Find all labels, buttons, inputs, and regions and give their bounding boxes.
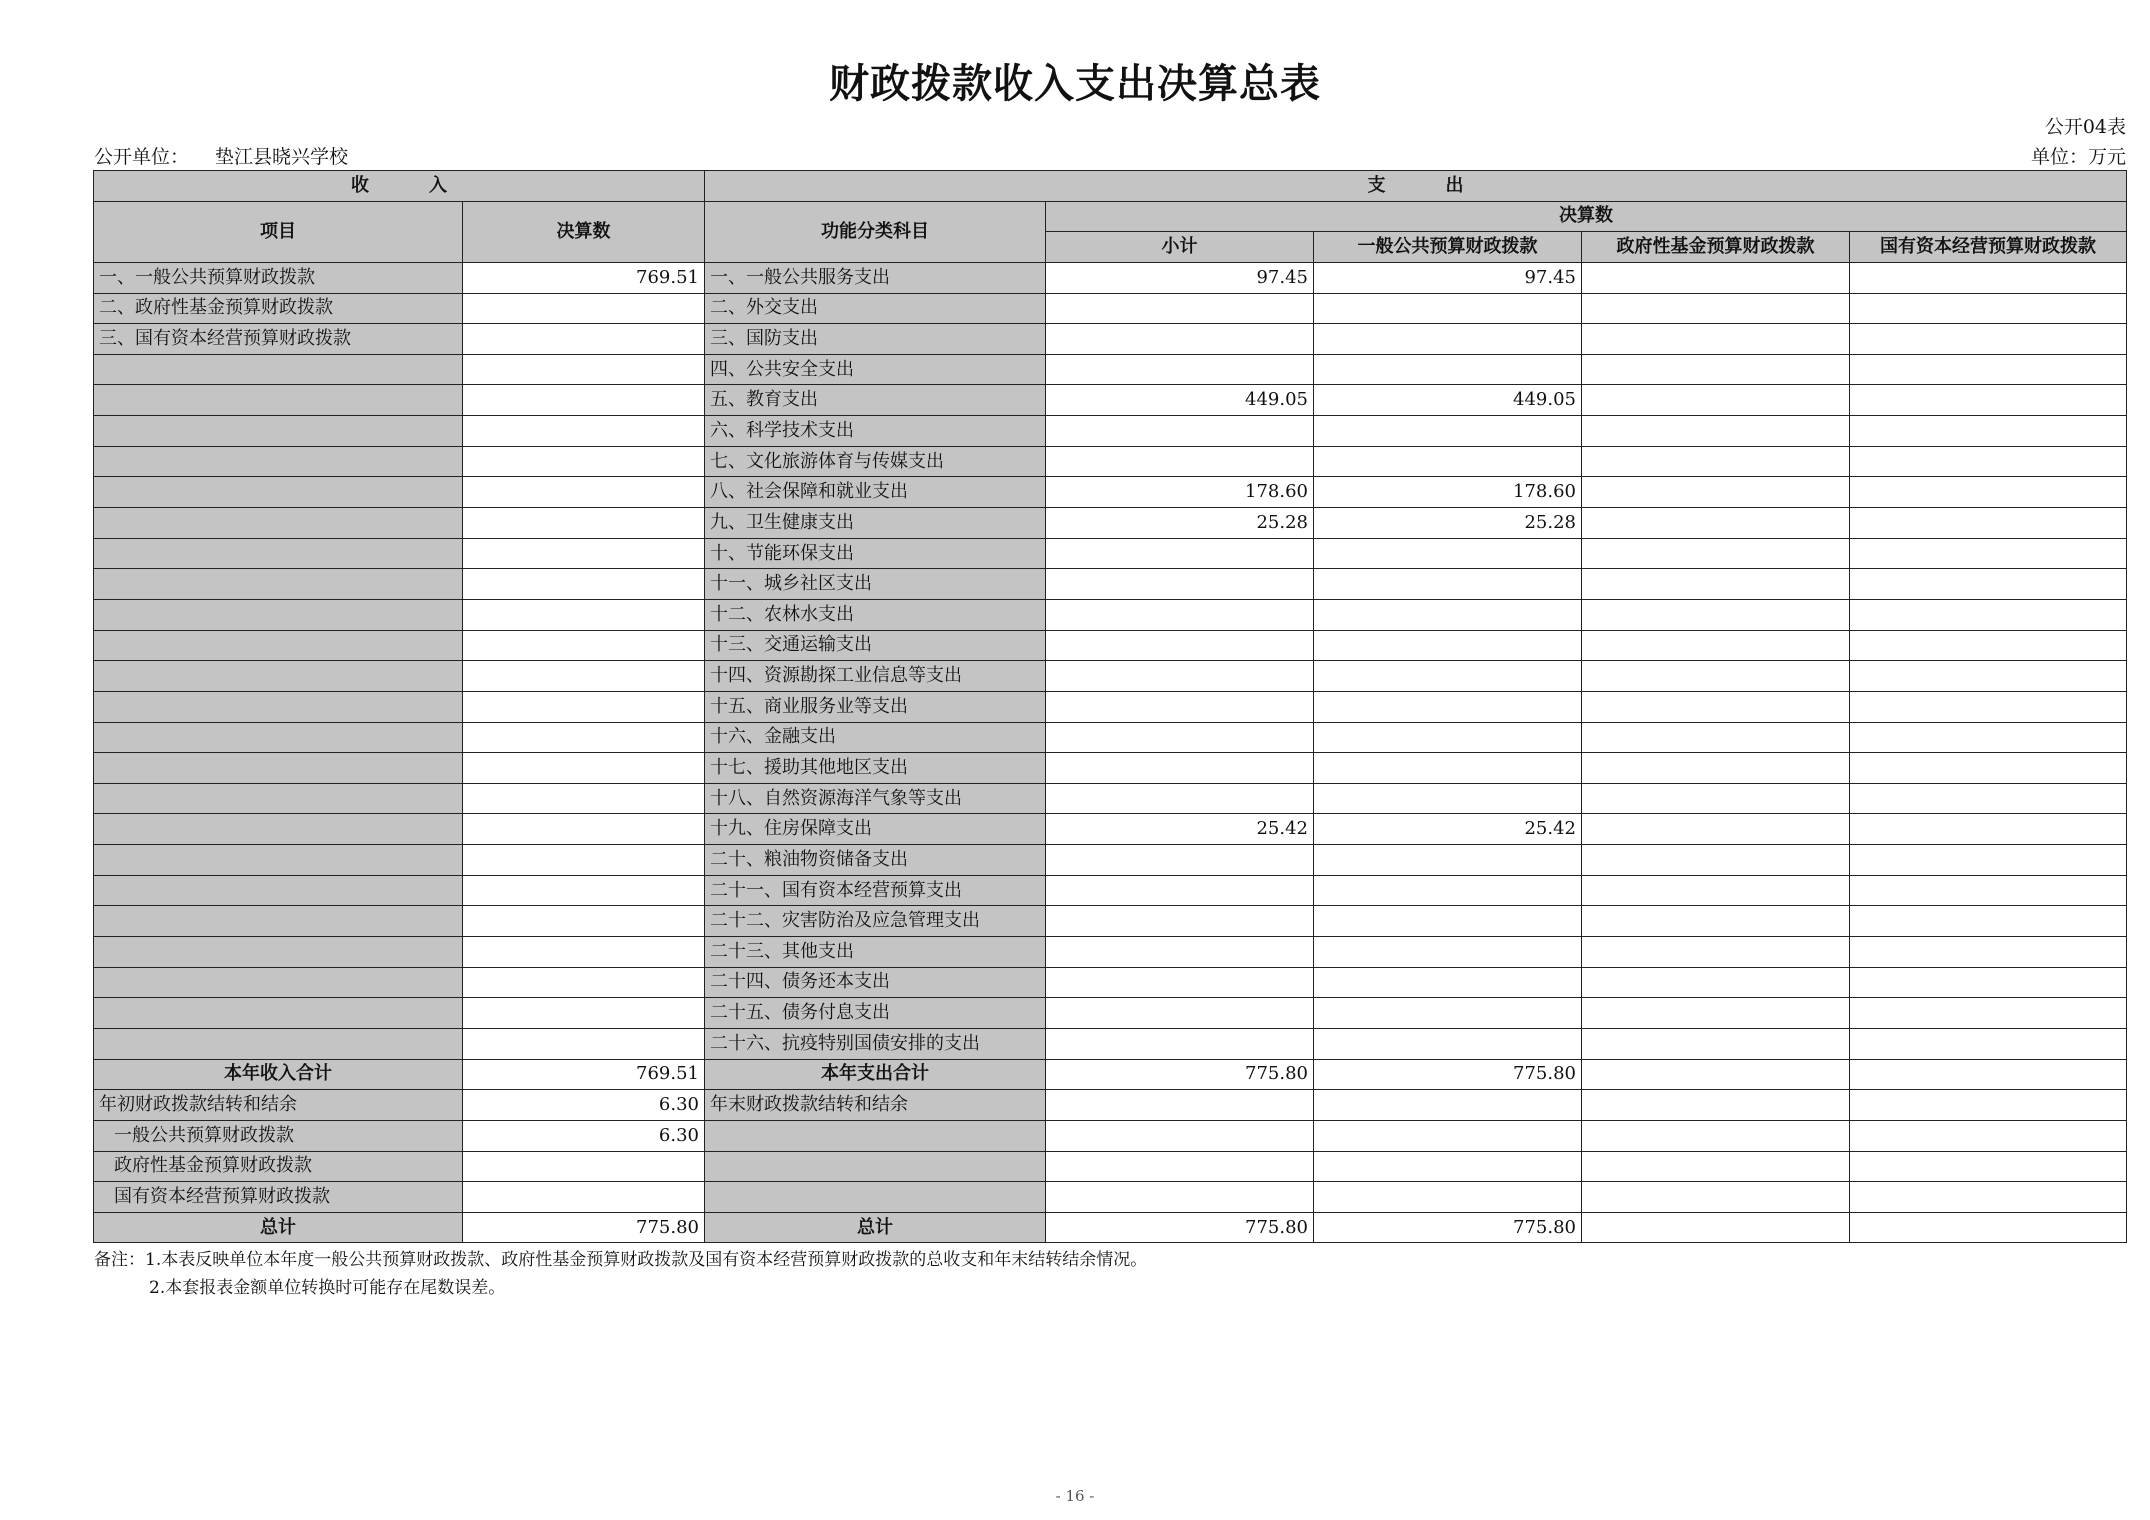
expense-general-budget (1314, 967, 1582, 998)
expense-general-budget (1314, 416, 1582, 447)
expense-subject: 十五、商业服务业等支出 (705, 691, 1046, 722)
income-amount (463, 293, 705, 324)
expense-gov-fund (1582, 416, 1850, 447)
expense-subtotal (1046, 599, 1314, 630)
expense-state-capital (1850, 753, 2127, 784)
expense-subtotal (1046, 1028, 1314, 1059)
expense-state-capital (1850, 508, 2127, 539)
table-row (94, 783, 2127, 814)
expense-subject: 九、卫生健康支出 (705, 508, 1046, 539)
income-amount (463, 937, 705, 968)
table-row (94, 875, 2127, 906)
expense-general-budget (1314, 1182, 1582, 1213)
expense-general-budget (1314, 538, 1582, 569)
expense-subtotal (1046, 446, 1314, 477)
func-subject-header: 功能分类科目 (705, 201, 1046, 262)
page-title: 财政拨款收入支出决算总表 (829, 61, 1321, 107)
table-row (94, 937, 2127, 968)
income-item (94, 599, 463, 630)
income-amount (463, 1182, 705, 1213)
income-amount (463, 967, 705, 998)
expense-subject: 十二、农林水支出 (705, 599, 1046, 630)
table-row (94, 906, 2127, 937)
expense-gov-fund (1582, 661, 1850, 692)
expense-subtotal (1046, 1120, 1314, 1151)
expense-state-capital (1850, 538, 2127, 569)
table-row (94, 967, 2127, 998)
table-row (94, 538, 2127, 569)
income-amount (463, 477, 705, 508)
income-amount: 6.30 (463, 1120, 705, 1151)
expense-gov-fund (1582, 783, 1850, 814)
income-item: 一、一般公共预算财政拨款 (94, 262, 463, 293)
expense-subtotal (1046, 753, 1314, 784)
expense-state-capital (1850, 1182, 2127, 1213)
income-item (94, 630, 463, 661)
subtotal-header: 小计 (1046, 232, 1314, 263)
income-amount (463, 1151, 705, 1182)
expense-gov-fund (1582, 845, 1850, 876)
expense-state-capital (1850, 661, 2127, 692)
table-row (94, 845, 2127, 876)
expense-subject: 二十一、国有资本经营预算支出 (705, 875, 1046, 906)
expense-general-budget (1314, 1151, 1582, 1182)
expense-subtotal (1046, 783, 1314, 814)
expense-general-budget (1314, 1120, 1582, 1151)
expense-state-capital (1850, 477, 2127, 508)
expense-state-capital (1850, 1120, 2127, 1151)
income-amount (463, 324, 705, 355)
expense-state-capital (1850, 599, 2127, 630)
expense-subject: 八、社会保障和就业支出 (705, 477, 1046, 508)
income-section-header: 收 入 (94, 171, 705, 202)
expense-subtotal (1046, 875, 1314, 906)
expense-state-capital (1850, 1028, 2127, 1059)
expense-state-capital (1850, 998, 2127, 1029)
expense-subtotal (1046, 845, 1314, 876)
expense-subject: 二十五、债务付息支出 (705, 998, 1046, 1029)
expense-gov-fund (1582, 599, 1850, 630)
expense-general-budget: 25.28 (1314, 508, 1582, 539)
expense-state-capital (1850, 354, 2127, 385)
expense-general-budget: 775.80 (1314, 1212, 1582, 1243)
expense-general-budget (1314, 937, 1582, 968)
expense-subject: 二十、粮油物资储备支出 (705, 845, 1046, 876)
expense-subtotal: 775.80 (1046, 1059, 1314, 1090)
income-item (94, 508, 463, 539)
expense-gov-fund (1582, 569, 1850, 600)
income-amount (463, 508, 705, 539)
expense-subject: 二十二、灾害防治及应急管理支出 (705, 906, 1046, 937)
expense-subtotal (1046, 538, 1314, 569)
income-amount: 769.51 (463, 1059, 705, 1090)
expense-general-budget (1314, 783, 1582, 814)
carry-row (94, 1182, 2127, 1213)
amount-header: 决算数 (463, 201, 705, 262)
expense-subject: 十九、住房保障支出 (705, 814, 1046, 845)
income-item (94, 385, 463, 416)
expense-subject: 十八、自然资源海洋气象等支出 (705, 783, 1046, 814)
final-amount-header: 决算数 (1046, 201, 2127, 232)
expense-subtotal (1046, 569, 1314, 600)
income-amount (463, 385, 705, 416)
expense-subtotal (1046, 354, 1314, 385)
income-item (94, 538, 463, 569)
expense-state-capital (1850, 293, 2127, 324)
expense-state-capital (1850, 446, 2127, 477)
income-item (94, 814, 463, 845)
carry-row (94, 1090, 2127, 1121)
expense-state-capital (1850, 722, 2127, 753)
table-row (94, 814, 2127, 845)
expense-subject: 二十四、债务还本支出 (705, 967, 1046, 998)
grand-total-row (94, 1212, 2127, 1243)
table-row (94, 508, 2127, 539)
expense-general-budget (1314, 324, 1582, 355)
expense-subject: 十、节能环保支出 (705, 538, 1046, 569)
expense-subtotal: 178.60 (1046, 477, 1314, 508)
income-item: 一般公共预算财政拨款 (94, 1120, 463, 1151)
expense-subject: 年末财政拨款结转和结余 (705, 1090, 1046, 1121)
carry-row (94, 1151, 2127, 1182)
expense-state-capital (1850, 691, 2127, 722)
expense-subject: 本年支出合计 (705, 1059, 1046, 1090)
income-amount (463, 998, 705, 1029)
expense-general-budget: 25.42 (1314, 814, 1582, 845)
income-item (94, 569, 463, 600)
table-row (94, 599, 2127, 630)
expense-subject: 七、文化旅游体育与传媒支出 (705, 446, 1046, 477)
expense-general-budget (1314, 998, 1582, 1029)
expense-gov-fund (1582, 814, 1850, 845)
expense-gov-fund (1582, 1090, 1850, 1121)
expense-general-budget: 97.45 (1314, 262, 1582, 293)
expense-subtotal (1046, 967, 1314, 998)
expense-state-capital (1850, 1151, 2127, 1182)
expense-subtotal (1046, 998, 1314, 1029)
expense-state-capital (1850, 875, 2127, 906)
income-amount (463, 416, 705, 447)
expense-subject (705, 1151, 1046, 1182)
state-capital-header: 国有资本经营预算财政拨款 (1850, 232, 2127, 263)
expense-general-budget (1314, 599, 1582, 630)
table-row (94, 446, 2127, 477)
income-amount: 775.80 (463, 1212, 705, 1243)
expense-general-budget (1314, 1090, 1582, 1121)
expense-gov-fund (1582, 293, 1850, 324)
expense-subject: 二、外交支出 (705, 293, 1046, 324)
expense-general-budget (1314, 875, 1582, 906)
income-amount (463, 753, 705, 784)
table-row (94, 324, 2127, 355)
expense-gov-fund (1582, 1212, 1850, 1243)
income-amount (463, 446, 705, 477)
expense-gov-fund (1582, 1120, 1850, 1151)
income-amount (463, 1028, 705, 1059)
budget-table (93, 170, 2127, 1243)
expense-state-capital (1850, 630, 2127, 661)
expense-subtotal: 25.42 (1046, 814, 1314, 845)
expense-subtotal (1046, 722, 1314, 753)
table-row (94, 998, 2127, 1029)
expense-gov-fund (1582, 477, 1850, 508)
expense-gov-fund (1582, 998, 1850, 1029)
income-amount (463, 538, 705, 569)
page-number: - 16 - (1055, 1487, 1095, 1505)
note-2: 2.本套报表金额单位转换时可能存在尾数误差。 (149, 1278, 506, 1298)
table-row (94, 1028, 2127, 1059)
table-row (94, 262, 2127, 293)
expense-subtotal (1046, 691, 1314, 722)
expense-state-capital (1850, 385, 2127, 416)
carry-row (94, 1120, 2127, 1151)
table-row (94, 477, 2127, 508)
income-item (94, 416, 463, 447)
expense-gov-fund (1582, 630, 1850, 661)
gov-fund-header: 政府性基金预算财政拨款 (1582, 232, 1850, 263)
expense-gov-fund (1582, 1028, 1850, 1059)
expense-gov-fund (1582, 1151, 1850, 1182)
expense-gov-fund (1582, 753, 1850, 784)
income-amount (463, 599, 705, 630)
income-amount (463, 569, 705, 600)
expense-subtotal (1046, 1090, 1314, 1121)
income-amount (463, 691, 705, 722)
income-amount (463, 814, 705, 845)
expense-state-capital (1850, 967, 2127, 998)
table-row (94, 385, 2127, 416)
expense-gov-fund (1582, 875, 1850, 906)
income-item: 政府性基金预算财政拨款 (94, 1151, 463, 1182)
expense-general-budget (1314, 691, 1582, 722)
expense-gov-fund (1582, 906, 1850, 937)
income-item (94, 446, 463, 477)
expense-gov-fund (1582, 691, 1850, 722)
reporting-unit (94, 142, 348, 169)
expense-general-budget (1314, 906, 1582, 937)
expense-general-budget (1314, 1028, 1582, 1059)
table-row (94, 722, 2127, 753)
table-row (94, 569, 2127, 600)
table-row (94, 416, 2127, 447)
expense-state-capital (1850, 262, 2127, 293)
income-amount: 6.30 (463, 1090, 705, 1121)
income-amount (463, 354, 705, 385)
income-amount (463, 875, 705, 906)
expense-subject: 三、国防支出 (705, 324, 1046, 355)
table-row (94, 293, 2127, 324)
expense-subject: 十四、资源勘探工业信息等支出 (705, 661, 1046, 692)
expense-gov-fund (1582, 446, 1850, 477)
expense-general-budget (1314, 446, 1582, 477)
form-number: 公开04表 (2044, 116, 2126, 138)
expense-subject: 总计 (705, 1212, 1046, 1243)
income-item: 本年收入合计 (94, 1059, 463, 1090)
expense-state-capital (1850, 937, 2127, 968)
expense-section-header: 支 出 (705, 171, 2127, 202)
income-amount (463, 661, 705, 692)
expense-subject: 二十六、抗疫特别国债安排的支出 (705, 1028, 1046, 1059)
expense-state-capital (1850, 814, 2127, 845)
income-item (94, 937, 463, 968)
income-item (94, 875, 463, 906)
income-item: 国有资本经营预算财政拨款 (94, 1182, 463, 1213)
reporting-unit-label: 公开单位： (94, 146, 190, 168)
expense-gov-fund (1582, 324, 1850, 355)
expense-subject: 四、公共安全支出 (705, 354, 1046, 385)
expense-gov-fund (1582, 262, 1850, 293)
table-row (94, 691, 2127, 722)
expense-general-budget: 775.80 (1314, 1059, 1582, 1090)
expense-subtotal (1046, 1182, 1314, 1213)
expense-general-budget (1314, 722, 1582, 753)
income-item (94, 1028, 463, 1059)
income-item: 二、政府性基金预算财政拨款 (94, 293, 463, 324)
expense-state-capital (1850, 1212, 2127, 1243)
expense-gov-fund (1582, 385, 1850, 416)
income-item (94, 753, 463, 784)
annual-total-row (94, 1059, 2127, 1090)
income-item (94, 354, 463, 385)
income-item (94, 783, 463, 814)
expense-gov-fund (1582, 967, 1850, 998)
income-amount (463, 630, 705, 661)
income-item (94, 845, 463, 876)
expense-subtotal: 449.05 (1046, 385, 1314, 416)
income-item (94, 477, 463, 508)
expense-general-budget: 449.05 (1314, 385, 1582, 416)
expense-subject: 六、科学技术支出 (705, 416, 1046, 447)
expense-state-capital (1850, 416, 2127, 447)
notes (94, 1246, 1147, 1302)
expense-subtotal (1046, 630, 1314, 661)
expense-gov-fund (1582, 508, 1850, 539)
income-amount: 769.51 (463, 262, 705, 293)
expense-subtotal: 97.45 (1046, 262, 1314, 293)
table-row (94, 661, 2127, 692)
expense-state-capital (1850, 1090, 2127, 1121)
expense-gov-fund (1582, 1182, 1850, 1213)
expense-subtotal (1046, 324, 1314, 355)
note-1: 备注：1.本表反映单位本年度一般公共预算财政拨款、政府性基金预算财政拨款及国有资本经营预算财政拨款的总收支和年末结转结余情况。 (94, 1250, 1148, 1270)
expense-subject: 十六、金融支出 (705, 722, 1046, 753)
expense-subject (705, 1182, 1046, 1213)
income-item (94, 967, 463, 998)
reporting-unit-name: 垫江县晓兴学校 (215, 146, 349, 168)
expense-state-capital (1850, 324, 2127, 355)
expense-state-capital (1850, 783, 2127, 814)
expense-general-budget (1314, 845, 1582, 876)
expense-state-capital (1850, 1059, 2127, 1090)
expense-subtotal (1046, 937, 1314, 968)
income-amount (463, 783, 705, 814)
expense-subject: 五、教育支出 (705, 385, 1046, 416)
expense-gov-fund (1582, 1059, 1850, 1090)
expense-gov-fund (1582, 354, 1850, 385)
income-amount (463, 906, 705, 937)
table-row (94, 354, 2127, 385)
expense-general-budget (1314, 569, 1582, 600)
expense-general-budget (1314, 293, 1582, 324)
expense-subtotal (1046, 1151, 1314, 1182)
table-row (94, 630, 2127, 661)
expense-state-capital (1850, 569, 2127, 600)
income-item (94, 906, 463, 937)
expense-general-budget (1314, 753, 1582, 784)
income-item (94, 722, 463, 753)
income-item (94, 691, 463, 722)
expense-subtotal (1046, 906, 1314, 937)
income-item: 三、国有资本经营预算财政拨款 (94, 324, 463, 355)
expense-subject: 十三、交通运输支出 (705, 630, 1046, 661)
item-header: 项目 (94, 201, 463, 262)
expense-general-budget (1314, 630, 1582, 661)
expense-subject (705, 1120, 1046, 1151)
expense-subtotal (1046, 661, 1314, 692)
income-item: 总计 (94, 1212, 463, 1243)
table-row (94, 753, 2127, 784)
expense-general-budget (1314, 661, 1582, 692)
expense-state-capital (1850, 906, 2127, 937)
income-item: 年初财政拨款结转和结余 (94, 1090, 463, 1121)
expense-gov-fund (1582, 722, 1850, 753)
expense-subject: 一、一般公共服务支出 (705, 262, 1046, 293)
expense-subtotal (1046, 293, 1314, 324)
income-amount (463, 845, 705, 876)
expense-state-capital (1850, 845, 2127, 876)
income-amount (463, 722, 705, 753)
income-item (94, 661, 463, 692)
expense-gov-fund (1582, 538, 1850, 569)
general-budget-header: 一般公共预算财政拨款 (1314, 232, 1582, 263)
expense-subtotal: 775.80 (1046, 1212, 1314, 1243)
expense-subtotal: 25.28 (1046, 508, 1314, 539)
money-unit: 单位：万元 (2030, 146, 2126, 168)
expense-general-budget (1314, 354, 1582, 385)
expense-subject: 十一、城乡社区支出 (705, 569, 1046, 600)
expense-subject: 十七、援助其他地区支出 (705, 753, 1046, 784)
expense-gov-fund (1582, 937, 1850, 968)
expense-subtotal (1046, 416, 1314, 447)
expense-subject: 二十三、其他支出 (705, 937, 1046, 968)
income-item (94, 998, 463, 1029)
expense-general-budget: 178.60 (1314, 477, 1582, 508)
